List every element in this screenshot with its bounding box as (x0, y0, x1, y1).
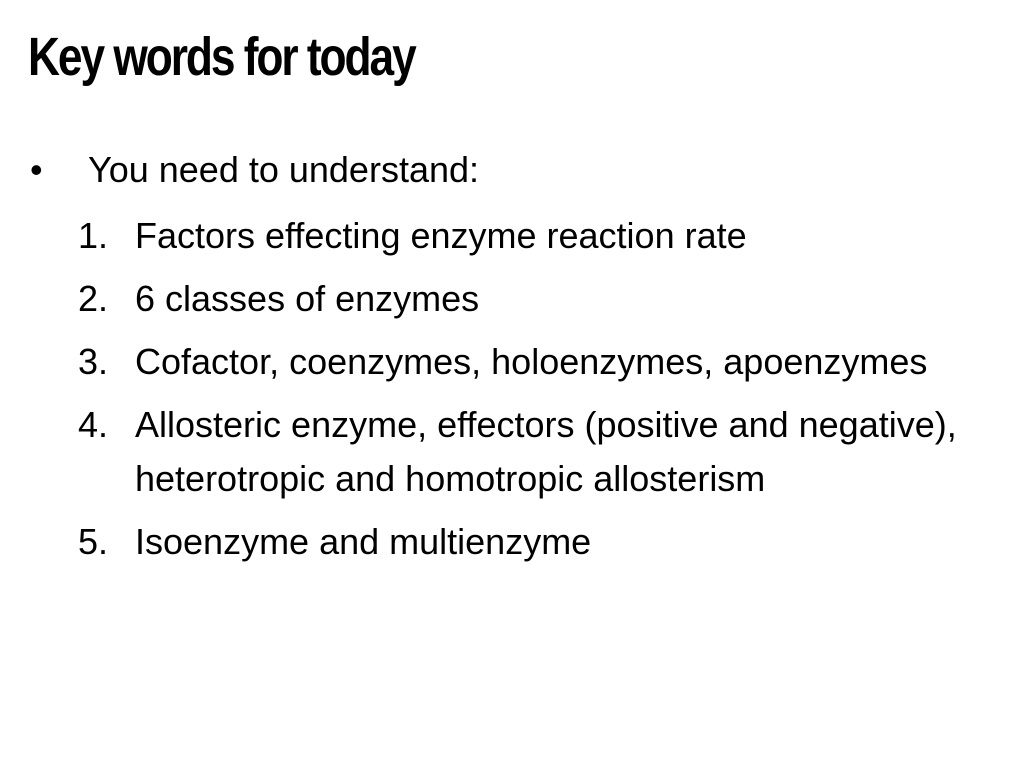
list-item-text: Factors effecting enzyme reaction rate (135, 215, 747, 256)
slide-title: Key words for today (28, 27, 415, 87)
list-number: 2. (78, 278, 109, 319)
list-item-4 (78, 398, 978, 506)
list-item-1 (78, 209, 978, 263)
list-number: 5. (78, 521, 109, 562)
list-item-3 (78, 335, 978, 389)
list-item-text: 6 classes of enzymes (135, 278, 480, 319)
list-number: 1. (78, 215, 109, 256)
list-item-5 (78, 515, 978, 569)
bullet-item (30, 143, 479, 197)
bullet-icon: • (30, 149, 43, 190)
list-item-text: Allosteric enzyme, effectors (positive and negative), heterotropic and homotropic allosterism (135, 404, 957, 499)
list-number: 3. (78, 341, 109, 382)
list-number: 4. (78, 404, 109, 445)
list-item-text: Cofactor, coenzymes, holoenzymes, apoenzymes (135, 341, 928, 382)
key-words-list (78, 209, 978, 578)
list-item-2 (78, 272, 978, 326)
list-item-text: Isoenzyme and multienzyme (135, 521, 592, 562)
bullet-text: You need to understand: (88, 149, 480, 190)
